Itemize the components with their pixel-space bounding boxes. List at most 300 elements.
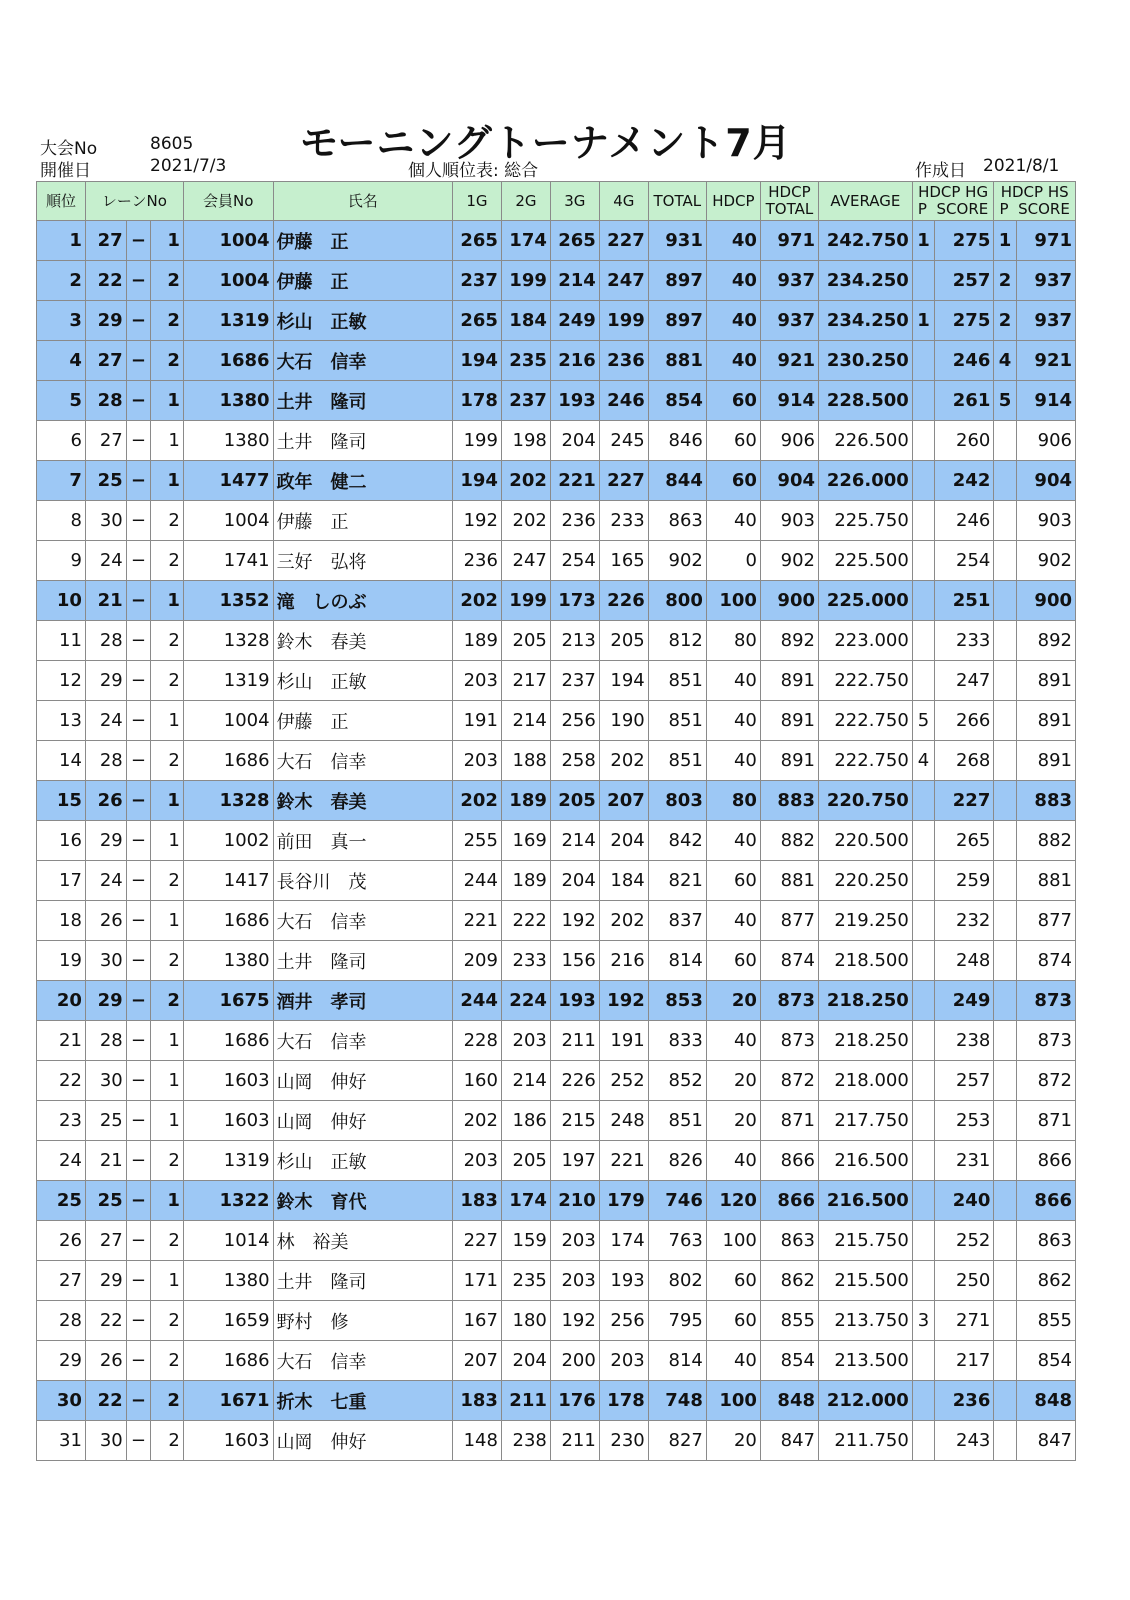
hs-place-cell: [994, 1341, 1016, 1381]
hdcp-cell: 100: [706, 581, 760, 621]
col-hdcp-total-line1: HDCP: [768, 183, 811, 201]
lane-cell: 30: [85, 501, 126, 541]
average-cell: 220.500: [819, 821, 913, 861]
lane-dash: −: [126, 1181, 150, 1221]
lane-dash: −: [126, 541, 150, 581]
lane-sub-cell: 2: [151, 1421, 184, 1461]
lane-dash: −: [126, 1221, 150, 1261]
lane-sub-cell: 2: [151, 1381, 184, 1421]
tournament-no-label: 大会No: [40, 139, 98, 159]
hg-place-cell: [912, 1181, 934, 1221]
lane-sub-cell: 2: [151, 981, 184, 1021]
name-cell: 土井 隆司: [273, 381, 452, 421]
hdcp-total-cell: 904: [760, 461, 818, 501]
col-hdcp-total-line2: TOTAL: [765, 200, 814, 218]
game1-cell: 236: [453, 541, 502, 581]
lane-dash: −: [126, 781, 150, 821]
hs-score-cell: 937: [1016, 301, 1075, 341]
rank-cell: 8: [37, 501, 86, 541]
game1-cell: 227: [453, 1221, 502, 1261]
lane-cell: 24: [85, 541, 126, 581]
col-hdcp-total: [760, 182, 818, 221]
rank-cell: 19: [37, 941, 86, 981]
hs-score-cell: 881: [1016, 861, 1075, 901]
average-cell: 211.750: [819, 1421, 913, 1461]
rank-cell: 7: [37, 461, 86, 501]
table-row: [37, 1421, 1076, 1461]
average-cell: 225.500: [819, 541, 913, 581]
member-no-cell: 1477: [183, 461, 273, 501]
average-cell: 228.500: [819, 381, 913, 421]
hg-place-cell: [912, 661, 934, 701]
game3-cell: 265: [550, 221, 599, 261]
lane-dash: −: [126, 461, 150, 501]
lane-dash: −: [126, 1341, 150, 1381]
name-cell: 杉山 正敏: [273, 1141, 452, 1181]
hdcp-total-cell: 902: [760, 541, 818, 581]
hg-score-cell: 233: [935, 621, 994, 661]
member-no-cell: 1328: [183, 781, 273, 821]
hg-place-cell: [912, 1141, 934, 1181]
game3-cell: 156: [550, 941, 599, 981]
hs-place-cell: [994, 901, 1016, 941]
hdcp-cell: 20: [706, 1101, 760, 1141]
hdcp-total-cell: 866: [760, 1181, 818, 1221]
hg-place-cell: [912, 501, 934, 541]
hdcp-cell: 40: [706, 1341, 760, 1381]
average-cell: 220.250: [819, 861, 913, 901]
table-row: [37, 261, 1076, 301]
rank-cell: 26: [37, 1221, 86, 1261]
table-row: [37, 421, 1076, 461]
rank-cell: 22: [37, 1061, 86, 1101]
hs-place-cell: [994, 461, 1016, 501]
rank-cell: 31: [37, 1421, 86, 1461]
game1-cell: 202: [453, 1101, 502, 1141]
game1-cell: 203: [453, 1141, 502, 1181]
hg-place-cell: [912, 1021, 934, 1061]
lane-sub-cell: 1: [151, 381, 184, 421]
name-cell: 大石 信幸: [273, 741, 452, 781]
lane-cell: 29: [85, 981, 126, 1021]
name-cell: 杉山 正敏: [273, 301, 452, 341]
hs-score-cell: 891: [1016, 661, 1075, 701]
game1-cell: 255: [453, 821, 502, 861]
hs-score-cell: 900: [1016, 581, 1075, 621]
hg-score-cell: 246: [935, 501, 994, 541]
game2-cell: 159: [501, 1221, 550, 1261]
game4-cell: 207: [599, 781, 648, 821]
hdcp-total-cell: 903: [760, 501, 818, 541]
total-cell: 763: [648, 1221, 706, 1261]
table-row: [37, 821, 1076, 861]
game1-cell: 237: [453, 261, 502, 301]
hg-score-cell: 259: [935, 861, 994, 901]
hs-place-cell: [994, 981, 1016, 1021]
lane-dash: −: [126, 1141, 150, 1181]
total-cell: 852: [648, 1061, 706, 1101]
member-no-cell: 1686: [183, 341, 273, 381]
col-rank: 順位: [37, 182, 86, 221]
total-cell: 897: [648, 301, 706, 341]
lane-dash: −: [126, 221, 150, 261]
game4-cell: 227: [599, 461, 648, 501]
lane-cell: 27: [85, 421, 126, 461]
game2-cell: 233: [501, 941, 550, 981]
hg-place-cell: [912, 901, 934, 941]
name-cell: 伊藤 正: [273, 501, 452, 541]
total-cell: 803: [648, 781, 706, 821]
col-hdcp-hg-line1: HDCP HG: [918, 183, 989, 201]
average-cell: 234.250: [819, 261, 913, 301]
hg-score-cell: 231: [935, 1141, 994, 1181]
game3-cell: 237: [550, 661, 599, 701]
name-cell: 野村 修: [273, 1301, 452, 1341]
hg-score-cell: 251: [935, 581, 994, 621]
hs-place-cell: [994, 1381, 1016, 1421]
total-cell: 748: [648, 1381, 706, 1421]
col-g4: 4G: [599, 182, 648, 221]
table-row: [37, 1381, 1076, 1421]
table-row: [37, 901, 1076, 941]
member-no-cell: 1004: [183, 221, 273, 261]
hs-place-cell: [994, 541, 1016, 581]
game4-cell: 221: [599, 1141, 648, 1181]
game4-cell: 190: [599, 701, 648, 741]
rank-cell: 1: [37, 221, 86, 261]
average-cell: 226.000: [819, 461, 913, 501]
hdcp-cell: 40: [706, 1021, 760, 1061]
hs-place-cell: [994, 1021, 1016, 1061]
table-row: [37, 1141, 1076, 1181]
hs-score-cell: 874: [1016, 941, 1075, 981]
name-cell: 大石 信幸: [273, 901, 452, 941]
lane-dash: −: [126, 1061, 150, 1101]
game2-cell: 214: [501, 1061, 550, 1101]
member-no-cell: 1380: [183, 381, 273, 421]
rank-cell: 18: [37, 901, 86, 941]
hs-score-cell: 891: [1016, 741, 1075, 781]
lane-cell: 24: [85, 861, 126, 901]
date-label: 開催日: [40, 161, 91, 181]
hdcp-cell: 100: [706, 1221, 760, 1261]
average-cell: 213.750: [819, 1301, 913, 1341]
rank-cell: 25: [37, 1181, 86, 1221]
total-cell: 814: [648, 1341, 706, 1381]
hdcp-cell: 40: [706, 501, 760, 541]
rank-cell: 2: [37, 261, 86, 301]
lane-dash: −: [126, 861, 150, 901]
hdcp-total-cell: 900: [760, 581, 818, 621]
col-g3: 3G: [550, 182, 599, 221]
member-no-cell: 1603: [183, 1061, 273, 1101]
col-average: AVERAGE: [819, 182, 913, 221]
lane-cell: 22: [85, 1381, 126, 1421]
game4-cell: 233: [599, 501, 648, 541]
hg-score-cell: 249: [935, 981, 994, 1021]
hdcp-cell: 40: [706, 901, 760, 941]
hg-score-cell: 268: [935, 741, 994, 781]
game2-cell: 174: [501, 1181, 550, 1221]
game3-cell: 193: [550, 381, 599, 421]
game3-cell: 236: [550, 501, 599, 541]
game1-cell: 209: [453, 941, 502, 981]
hg-place-cell: [912, 381, 934, 421]
lane-cell: 28: [85, 621, 126, 661]
hg-score-cell: 275: [935, 301, 994, 341]
total-cell: 897: [648, 261, 706, 301]
table-row: [37, 1301, 1076, 1341]
tournament-no-value: 8605: [150, 134, 194, 154]
table-row: [37, 1261, 1076, 1301]
game1-cell: 203: [453, 741, 502, 781]
average-cell: 222.750: [819, 661, 913, 701]
hg-score-cell: 257: [935, 1061, 994, 1101]
hg-score-cell: 217: [935, 1341, 994, 1381]
table-row: [37, 301, 1076, 341]
lane-sub-cell: 2: [151, 741, 184, 781]
lane-sub-cell: 2: [151, 1301, 184, 1341]
hs-place-cell: [994, 581, 1016, 621]
average-cell: 217.750: [819, 1101, 913, 1141]
hg-place-cell: [912, 341, 934, 381]
game2-cell: 205: [501, 1141, 550, 1181]
lane-cell: 28: [85, 381, 126, 421]
total-cell: 851: [648, 701, 706, 741]
lane-sub-cell: 1: [151, 701, 184, 741]
hs-score-cell: 914: [1016, 381, 1075, 421]
game3-cell: 211: [550, 1421, 599, 1461]
hs-place-cell: 2: [994, 261, 1016, 301]
table-row: [37, 661, 1076, 701]
rank-cell: 17: [37, 861, 86, 901]
hdcp-total-cell: 847: [760, 1421, 818, 1461]
game4-cell: 174: [599, 1221, 648, 1261]
game4-cell: 236: [599, 341, 648, 381]
table-header-row: [37, 182, 1076, 221]
lane-dash: −: [126, 741, 150, 781]
table-row: [37, 341, 1076, 381]
game3-cell: 203: [550, 1261, 599, 1301]
rank-cell: 30: [37, 1381, 86, 1421]
name-cell: 土井 隆司: [273, 1261, 452, 1301]
hs-score-cell: 906: [1016, 421, 1075, 461]
game4-cell: 226: [599, 581, 648, 621]
game2-cell: 235: [501, 1261, 550, 1301]
hs-score-cell: 971: [1016, 221, 1075, 261]
game3-cell: 193: [550, 981, 599, 1021]
col-hdcp-hs-p: P: [999, 200, 1009, 218]
game2-cell: 202: [501, 461, 550, 501]
game1-cell: 207: [453, 1341, 502, 1381]
name-cell: 折木 七重: [273, 1381, 452, 1421]
member-no-cell: 1380: [183, 1261, 273, 1301]
name-cell: 前田 真一: [273, 821, 452, 861]
rank-cell: 29: [37, 1341, 86, 1381]
table-row: [37, 221, 1076, 261]
game2-cell: 199: [501, 581, 550, 621]
hdcp-cell: 60: [706, 461, 760, 501]
hs-place-cell: [994, 701, 1016, 741]
hs-place-cell: 5: [994, 381, 1016, 421]
game2-cell: 202: [501, 501, 550, 541]
hdcp-cell: 60: [706, 861, 760, 901]
hg-place-cell: [912, 821, 934, 861]
rank-cell: 23: [37, 1101, 86, 1141]
hs-score-cell: 892: [1016, 621, 1075, 661]
lane-sub-cell: 1: [151, 461, 184, 501]
hs-place-cell: [994, 1061, 1016, 1101]
hdcp-total-cell: 872: [760, 1061, 818, 1101]
hs-score-cell: 854: [1016, 1341, 1075, 1381]
game3-cell: 197: [550, 1141, 599, 1181]
col-g2: 2G: [501, 182, 550, 221]
game4-cell: 205: [599, 621, 648, 661]
lane-cell: 29: [85, 1261, 126, 1301]
game1-cell: 171: [453, 1261, 502, 1301]
average-cell: 218.000: [819, 1061, 913, 1101]
hdcp-total-cell: 848: [760, 1381, 818, 1421]
hdcp-total-cell: 892: [760, 621, 818, 661]
hg-score-cell: 261: [935, 381, 994, 421]
game1-cell: 199: [453, 421, 502, 461]
game3-cell: 204: [550, 861, 599, 901]
hdcp-total-cell: 871: [760, 1101, 818, 1141]
name-cell: 長谷川 茂: [273, 861, 452, 901]
total-cell: 812: [648, 621, 706, 661]
hdcp-total-cell: 891: [760, 661, 818, 701]
rank-cell: 5: [37, 381, 86, 421]
game3-cell: 200: [550, 1341, 599, 1381]
member-no-cell: 1686: [183, 1341, 273, 1381]
game4-cell: 204: [599, 821, 648, 861]
game3-cell: 213: [550, 621, 599, 661]
hs-place-cell: [994, 501, 1016, 541]
hdcp-total-cell: 873: [760, 981, 818, 1021]
hdcp-cell: 40: [706, 661, 760, 701]
hs-place-cell: [994, 621, 1016, 661]
rank-cell: 20: [37, 981, 86, 1021]
table-row: [37, 1101, 1076, 1141]
hs-place-cell: [994, 1181, 1016, 1221]
hs-place-cell: [994, 941, 1016, 981]
lane-sub-cell: 1: [151, 421, 184, 461]
game4-cell: 184: [599, 861, 648, 901]
name-cell: 土井 隆司: [273, 941, 452, 981]
member-no-cell: 1675: [183, 981, 273, 1021]
hdcp-cell: 20: [706, 981, 760, 1021]
lane-cell: 21: [85, 1141, 126, 1181]
member-no-cell: 1014: [183, 1221, 273, 1261]
average-cell: 226.500: [819, 421, 913, 461]
game2-cell: 184: [501, 301, 550, 341]
hdcp-total-cell: 882: [760, 821, 818, 861]
hg-place-cell: [912, 1261, 934, 1301]
game1-cell: 189: [453, 621, 502, 661]
total-cell: 851: [648, 741, 706, 781]
hs-score-cell: 883: [1016, 781, 1075, 821]
hg-score-cell: 275: [935, 221, 994, 261]
total-cell: 853: [648, 981, 706, 1021]
game2-cell: 211: [501, 1381, 550, 1421]
hg-place-cell: [912, 261, 934, 301]
hs-score-cell: 903: [1016, 501, 1075, 541]
total-cell: 844: [648, 461, 706, 501]
name-cell: 杉山 正敏: [273, 661, 452, 701]
game3-cell: 249: [550, 301, 599, 341]
game2-cell: 203: [501, 1021, 550, 1061]
hdcp-cell: 40: [706, 341, 760, 381]
hdcp-cell: 100: [706, 1381, 760, 1421]
lane-sub-cell: 2: [151, 501, 184, 541]
hg-place-cell: [912, 421, 934, 461]
hs-score-cell: 877: [1016, 901, 1075, 941]
lane-sub-cell: 2: [151, 301, 184, 341]
game1-cell: 194: [453, 341, 502, 381]
lane-dash: −: [126, 1101, 150, 1141]
hg-place-cell: [912, 541, 934, 581]
lane-sub-cell: 1: [151, 1061, 184, 1101]
total-cell: 854: [648, 381, 706, 421]
total-cell: 931: [648, 221, 706, 261]
name-cell: 林 裕美: [273, 1221, 452, 1261]
member-no-cell: 1380: [183, 941, 273, 981]
name-cell: 伊藤 正: [273, 701, 452, 741]
hg-place-cell: [912, 1101, 934, 1141]
member-no-cell: 1671: [183, 1381, 273, 1421]
hdcp-cell: 20: [706, 1061, 760, 1101]
hs-score-cell: 862: [1016, 1261, 1075, 1301]
ranking-table: [36, 181, 1076, 1461]
lane-sub-cell: 2: [151, 1341, 184, 1381]
game2-cell: 199: [501, 261, 550, 301]
hs-score-cell: 855: [1016, 1301, 1075, 1341]
hdcp-total-cell: 877: [760, 901, 818, 941]
col-hdcp-hs-score: SCORE: [1018, 200, 1070, 218]
total-cell: 795: [648, 1301, 706, 1341]
hg-place-cell: [912, 941, 934, 981]
name-cell: 政年 健二: [273, 461, 452, 501]
member-no-cell: 1319: [183, 301, 273, 341]
created-date: 2021/8/1: [983, 156, 1060, 176]
member-no-cell: 1319: [183, 661, 273, 701]
lane-cell: 25: [85, 461, 126, 501]
hdcp-total-cell: 914: [760, 381, 818, 421]
hs-score-cell: 847: [1016, 1421, 1075, 1461]
total-cell: 902: [648, 541, 706, 581]
hs-score-cell: 891: [1016, 701, 1075, 741]
game4-cell: 192: [599, 981, 648, 1021]
lane-cell: 27: [85, 221, 126, 261]
name-cell: 山岡 伸好: [273, 1061, 452, 1101]
game4-cell: 191: [599, 1021, 648, 1061]
game1-cell: 167: [453, 1301, 502, 1341]
hg-score-cell: 227: [935, 781, 994, 821]
hdcp-cell: 60: [706, 1261, 760, 1301]
hs-place-cell: 1: [994, 221, 1016, 261]
table-row: [37, 501, 1076, 541]
total-cell: 814: [648, 941, 706, 981]
member-no-cell: 1417: [183, 861, 273, 901]
hs-place-cell: 4: [994, 341, 1016, 381]
hg-score-cell: 246: [935, 341, 994, 381]
game2-cell: 198: [501, 421, 550, 461]
lane-dash: −: [126, 581, 150, 621]
average-cell: 230.250: [819, 341, 913, 381]
game3-cell: 221: [550, 461, 599, 501]
lane-cell: 26: [85, 1341, 126, 1381]
lane-sub-cell: 1: [151, 1181, 184, 1221]
